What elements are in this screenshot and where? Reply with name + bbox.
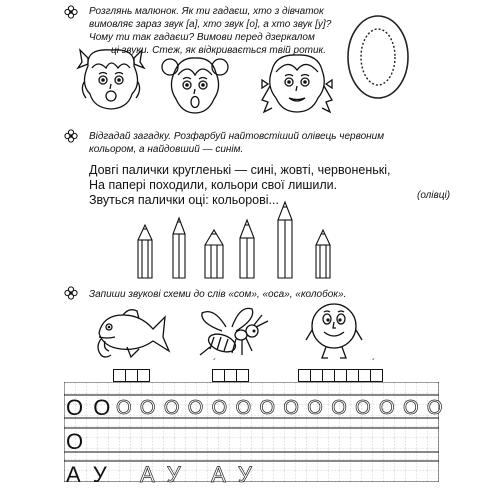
writing-tracing-row3: А У А У [140, 462, 255, 487]
sound-box[interactable] [137, 369, 150, 382]
girl-face-buns [160, 53, 230, 117]
big-letter-o-outline [343, 12, 413, 102]
instruction-line: Чому ти так гадаєш? Вимови перед дзеркалом [89, 32, 315, 43]
girl-face-bows [76, 46, 146, 114]
stress-mark: ´ [213, 358, 217, 369]
stress-mark: ´ [372, 358, 376, 369]
writing-sample-row3: А У [66, 462, 110, 487]
sound-box[interactable] [236, 369, 249, 382]
flower-icon [64, 5, 78, 19]
instruction-line: кольором, а найдовший — синім. [89, 144, 244, 155]
girl-face-pigtails [258, 50, 336, 120]
instruction-line: Відгадай загадку. Розфарбуй найтовстіший олівець червоним [89, 131, 385, 142]
riddle-line: Довгі палички кругленькі — сині, жовті, червоненькі, [89, 163, 391, 177]
wasp-picture [196, 303, 274, 361]
sound-box[interactable] [370, 369, 383, 382]
instruction-line: ці звуки. Стеж, як відкривається твій ротик. [111, 45, 327, 56]
riddle-line: На папері походили, кольори свої лишили. [89, 178, 338, 192]
sound-scheme-som[interactable] [113, 369, 149, 382]
instruction-line: вимовляє зараз звук [а], хто звук [о], а хто звук [у]? [89, 19, 332, 30]
riddle-answer: (олівці) [417, 190, 451, 201]
instruction-line: Розглянь малюнок. Як ти гадаєш, хто з дівчаток [89, 6, 324, 17]
riddle-line: Звуться палички оці: кольорові... [89, 193, 279, 207]
instruction-line: Запиши звукові схеми до слів «сом», «оса», «колобок». [89, 289, 347, 300]
flower-icon [64, 129, 78, 143]
sound-scheme-kolobok[interactable] [298, 358, 382, 382]
flower-icon [64, 286, 78, 300]
writing-sample-row2: О [66, 429, 84, 454]
catfish-picture [93, 303, 171, 361]
writing-sample-row1: О О [66, 395, 113, 420]
task2-instruction [89, 130, 384, 156]
kolobok-picture [304, 300, 364, 362]
sound-scheme-osa[interactable] [212, 358, 248, 382]
writing-tracing-row1: О О О О О О О О О О О О О О [116, 397, 444, 419]
pencils-illustration [130, 200, 345, 280]
